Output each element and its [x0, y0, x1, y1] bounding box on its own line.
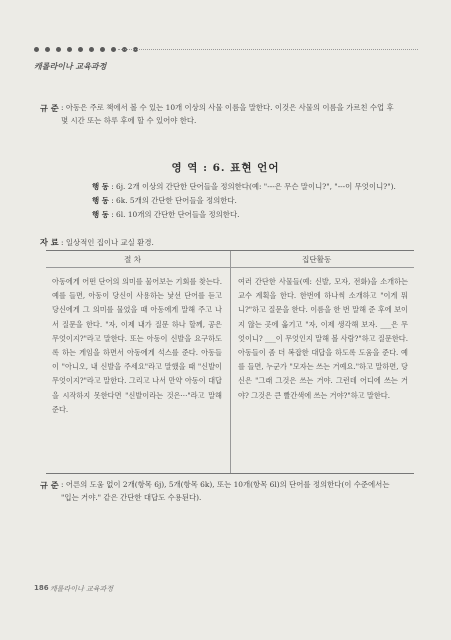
running-footer: 캐롤라이나 교육과정 — [50, 585, 114, 593]
criterion-note-bottom — [40, 479, 410, 504]
area-title: 영 역 : 6. 표현 언어 — [171, 162, 280, 174]
header-dot — [111, 47, 116, 52]
group-activity-text: 여러 간단한 사물들(예: 신발, 모자, 전화)을 소개하는 교수 계획을 한다. 한번에 하나씩 소개하고 "이게 뭐니?"하고 질문을 한다. 이름을 한 번 말해 준 후에 보이지 않는 곳에 옮기고 "자, 이제 생각해 보자. ___은 무엇이니? ___이 무엇인지 말해 볼 사람?"하고 질문한다. 아동들이 좀 더 복잡한 대답을 하도록 도움을 준다. 예를 들면, 누군가 "모자는 쓰는 거예요."하고 말하면, 당신은 "그래 그것은 쓰는 거야. 그런데 어디에 쓰는 거야? 그것은 큰 빨간색에 쓰는 거야?"하고 말한다. — [238, 277, 408, 400]
criterion-label: 규 준 — [40, 103, 59, 113]
header-dotted-rule — [118, 49, 418, 50]
behavior-line — [92, 195, 237, 207]
criterion-text: : 어른의 도움 없이 2개(항목 6j), 5개(항목 6k), 또는 10개(항목 6l)의 단어를 정의한다(이 수준에서는 "입는 거야." 같은 간단한 대답도 수용된다). — [61, 480, 390, 502]
procedure-header: 절 차 — [124, 255, 142, 264]
behavior-text: : 6k. 5개의 간단한 단어들을 정의한다. — [111, 196, 237, 205]
materials-line — [40, 237, 154, 248]
criterion-label: 규 준 — [40, 480, 59, 490]
column-divider — [230, 251, 231, 473]
behavior-text: : 6l. 10개의 간단한 단어들을 정의한다. — [111, 210, 240, 219]
header-dot — [100, 47, 105, 52]
header-dot — [45, 47, 50, 52]
header-dot — [56, 47, 61, 52]
criterion-note-top — [40, 102, 410, 127]
behavior-line — [92, 209, 239, 221]
procedure-text: 아동에게 어떤 단어의 의미를 물어보는 기회를 찾는다. 예를 들면, 아동이 당신이 사용하는 낯선 단어를 듣고 당신에게 그 의미를 물었을 때 아동에게 말해 주고 나서 질문을 한다. "자, 이제 내가 질문 하나 할께, 공은 무엇이지?"라고 말한다. 또는 아동이 신발을 요구하도록 하는 게임을 하면서 아동에게 석스를 준다. 아동들이 "아니오, 내 신발을 주세요"라고 말했을 때 "신발이 무엇이지?"라고 말한다. 그리고 나서 만약 아동이 대답을 시작하지 못한다면 "신발이라는 것은···"라고 말해 준다. — [52, 277, 222, 414]
behavior-text: : 6j. 2개 이상의 간단한 단어들을 정의한다(예: "---은 무슨 말이니?", "---이 무엇이니?"). — [111, 182, 396, 191]
running-header: 캐롤라이나 교육과정 — [34, 62, 107, 71]
behavior-label: 행 동 — [92, 196, 109, 205]
group-activity-header: 집단활동 — [302, 255, 332, 264]
header-dot — [89, 47, 94, 52]
behavior-label: 행 동 — [92, 182, 109, 191]
materials-label: 자 료 — [40, 237, 59, 247]
materials-text: : 일상적인 집이나 교실 환경. — [61, 238, 154, 247]
header-dot — [78, 47, 83, 52]
criterion-text: : 아동은 주로 책에서 볼 수 있는 10개 이상의 사물 이름을 말한다. 이것은 사물의 이름을 가르친 수업 후 몇 시간 또는 하루 후에 할 수 있어야 한다. — [61, 103, 394, 125]
behavior-line — [92, 181, 396, 193]
page-number: 186 — [34, 584, 49, 592]
header-dot — [34, 47, 39, 52]
behavior-label: 행 동 — [92, 210, 109, 219]
header-dot — [67, 47, 72, 52]
activity-table — [46, 250, 414, 474]
